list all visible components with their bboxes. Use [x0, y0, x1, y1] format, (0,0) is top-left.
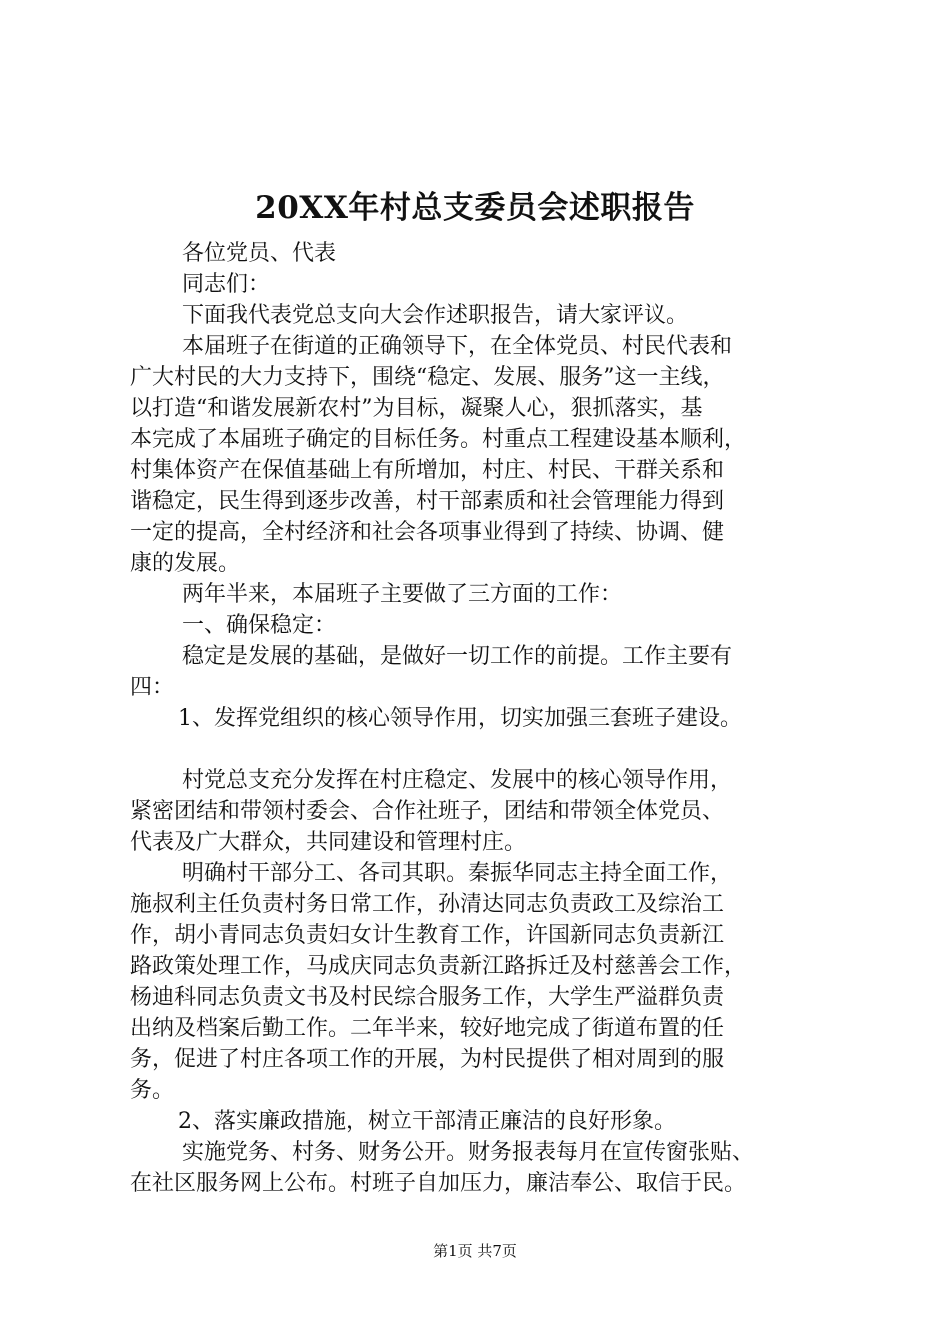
paragraph-line: 作，胡小青同志负责妇女计生教育工作，许国新同志负责新江	[130, 923, 725, 948]
paragraph-line: 本届班子在街道的正确领导下，在全体党员、村民代表和	[182, 334, 733, 359]
paragraph-line: 务。	[130, 1078, 175, 1103]
paragraph-line: 实施党务、村务、财务公开。财务报表每月在宣传窗张贴、	[182, 1140, 755, 1165]
paragraph-line: 路政策处理工作，马成庆同志负责新江路拆迁及村慈善会工作，	[130, 954, 747, 979]
paragraph-line: 出纳及档案后勤工作。二年半来，较好地完成了街道布置的任	[130, 1016, 725, 1041]
paragraph-line: 四：	[130, 675, 175, 700]
paragraph-line: 村党总支充分发挥在村庄稳定、发展中的核心领导作用，	[182, 768, 733, 793]
paragraph-line: 紧密团结和带领村委会、合作社班子，团结和带领全体党员、	[130, 799, 725, 824]
paragraph-line: 以打造“和谐发展新农村”为目标，凝聚人心，狠抓落实，基	[130, 396, 703, 421]
document-body	[130, 238, 830, 1199]
paragraph-line: 村集体资产在保值基础上有所增加，村庄、村民、干群关系和	[130, 458, 725, 483]
paragraph-line: 代表及广大群众，共同建设和管理村庄。	[130, 830, 527, 855]
paragraph-line: 本完成了本届班子确定的目标任务。村重点工程建设基本顺利，	[130, 427, 747, 452]
paragraph-line: 下面我代表党总支向大会作述职报告，请大家评议。	[182, 303, 689, 328]
paragraph-line: 2、落实廉政措施，树立干部清正廉洁的良好形象。	[178, 1109, 676, 1134]
paragraph-line: 杨迪科同志负责文书及村民综合服务工作，大学生严溢群负责	[130, 985, 725, 1010]
paragraph-line: 一定的提高，全村经济和社会各项事业得到了持续、协调、健	[130, 520, 725, 545]
paragraph-line: 稳定是发展的基础，是做好一切工作的前提。工作主要有	[182, 644, 733, 669]
paragraph-line: 各位党员、代表	[182, 241, 337, 266]
paragraph-line: 务，促进了村庄各项工作的开展，为村民提供了相对周到的服	[130, 1047, 725, 1072]
paragraph-line: 谐稳定，民生得到逐步改善，村干部素质和社会管理能力得到	[130, 489, 725, 514]
paragraph-line: 明确村干部分工、各司其职。秦振华同志主持全面工作，	[182, 861, 733, 886]
paragraph-line: 在社区服务网上公布。村班子自加压力，廉洁奉公、取信于民。	[130, 1171, 747, 1196]
paragraph-line: 两年半来，本届班子主要做了三方面的工作：	[182, 582, 623, 607]
paragraph-line: 施叔利主任负责村务日常工作，孙清达同志负责政工及综治工	[130, 892, 725, 917]
blank-line	[130, 734, 830, 765]
document-title: 20XX年村总支委员会述职报告	[255, 190, 695, 226]
page-footer: 第1页 共7页	[433, 1242, 517, 1260]
paragraph-line: 广大村民的大力支持下，围绕“稳定、发展、服务”这一主线，	[130, 365, 725, 390]
paragraph-line: 1、发挥党组织的核心领导作用，切实加强三套班子建设。	[178, 706, 742, 731]
paragraph-line: 一、确保稳定：	[182, 613, 337, 638]
paragraph-line: 康的发展。	[130, 551, 241, 576]
paragraph-line: 同志们：	[182, 272, 271, 297]
